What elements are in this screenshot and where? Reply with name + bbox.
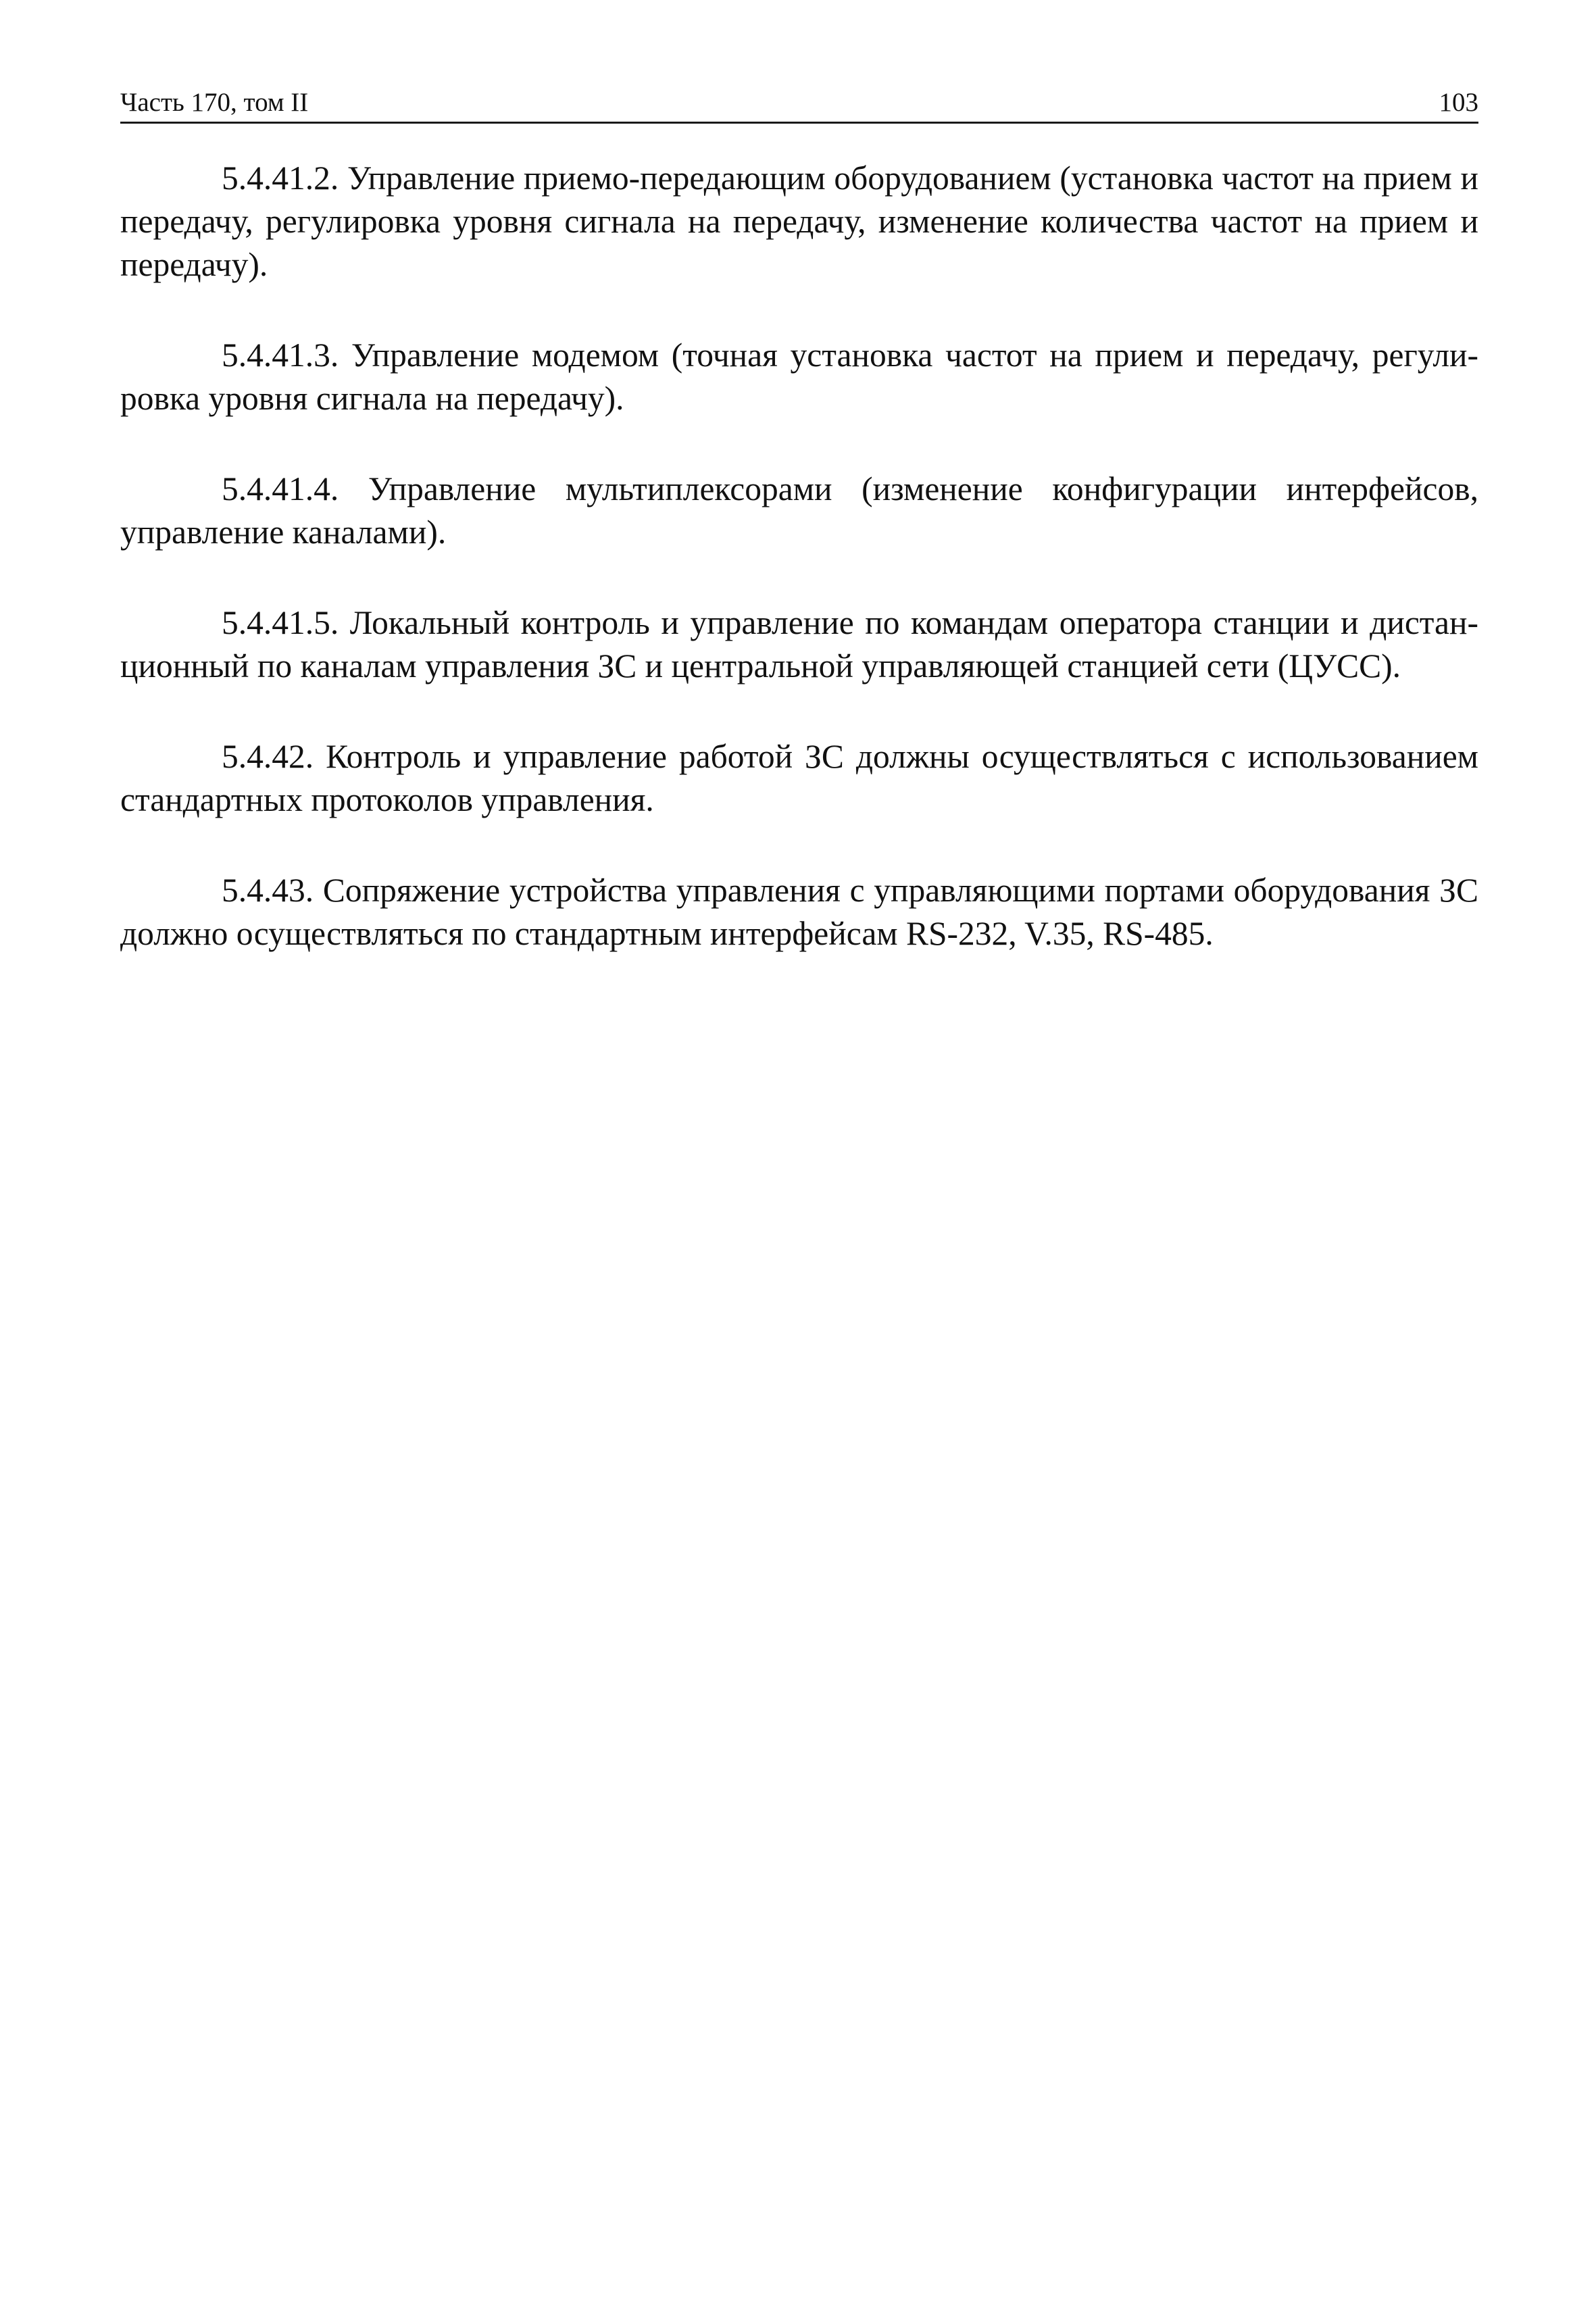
- document-body: [120, 157, 1478, 1003]
- page-number: 103: [1439, 88, 1478, 117]
- header-part-volume: Часть 170, том II: [120, 88, 309, 117]
- page-header: [120, 84, 1478, 124]
- paragraph-5-4-43: 5.4.43. Сопряжение устройства управления с управляющими портами оборудования ЗС должно осуществляться по стандартным интерфейсам RS-232, V.35, RS-485.: [120, 872, 1478, 952]
- paragraph-5-4-41-5: 5.4.41.5. Локальный контроль и управление по командам оператора станции и дистанционный по каналам управления ЗС и центральной управляющей станцией сети (ЦУСС).: [120, 604, 1478, 684]
- paragraph-5-4-42: 5.4.42. Контроль и управление работой ЗС должны осуществляться с использованием стандартных протоколов управления.: [120, 738, 1478, 818]
- paragraph-5-4-41-3: 5.4.41.3. Управление модемом (точная установка частот на прием и передачу, регулировка уровня сигнала на передачу).: [120, 337, 1478, 417]
- paragraph-5-4-41-2: 5.4.41.2. Управление приемо-передающим оборудованием (установка частот на прием и передачу, регулировка уровня сигнала на передачу, изменение количества частот на прием и передачу).: [120, 159, 1478, 283]
- paragraph-5-4-41-4: 5.4.41.4. Управление мультиплексорами (изменение конфигурации интерфейсов, управление каналами).: [120, 470, 1478, 551]
